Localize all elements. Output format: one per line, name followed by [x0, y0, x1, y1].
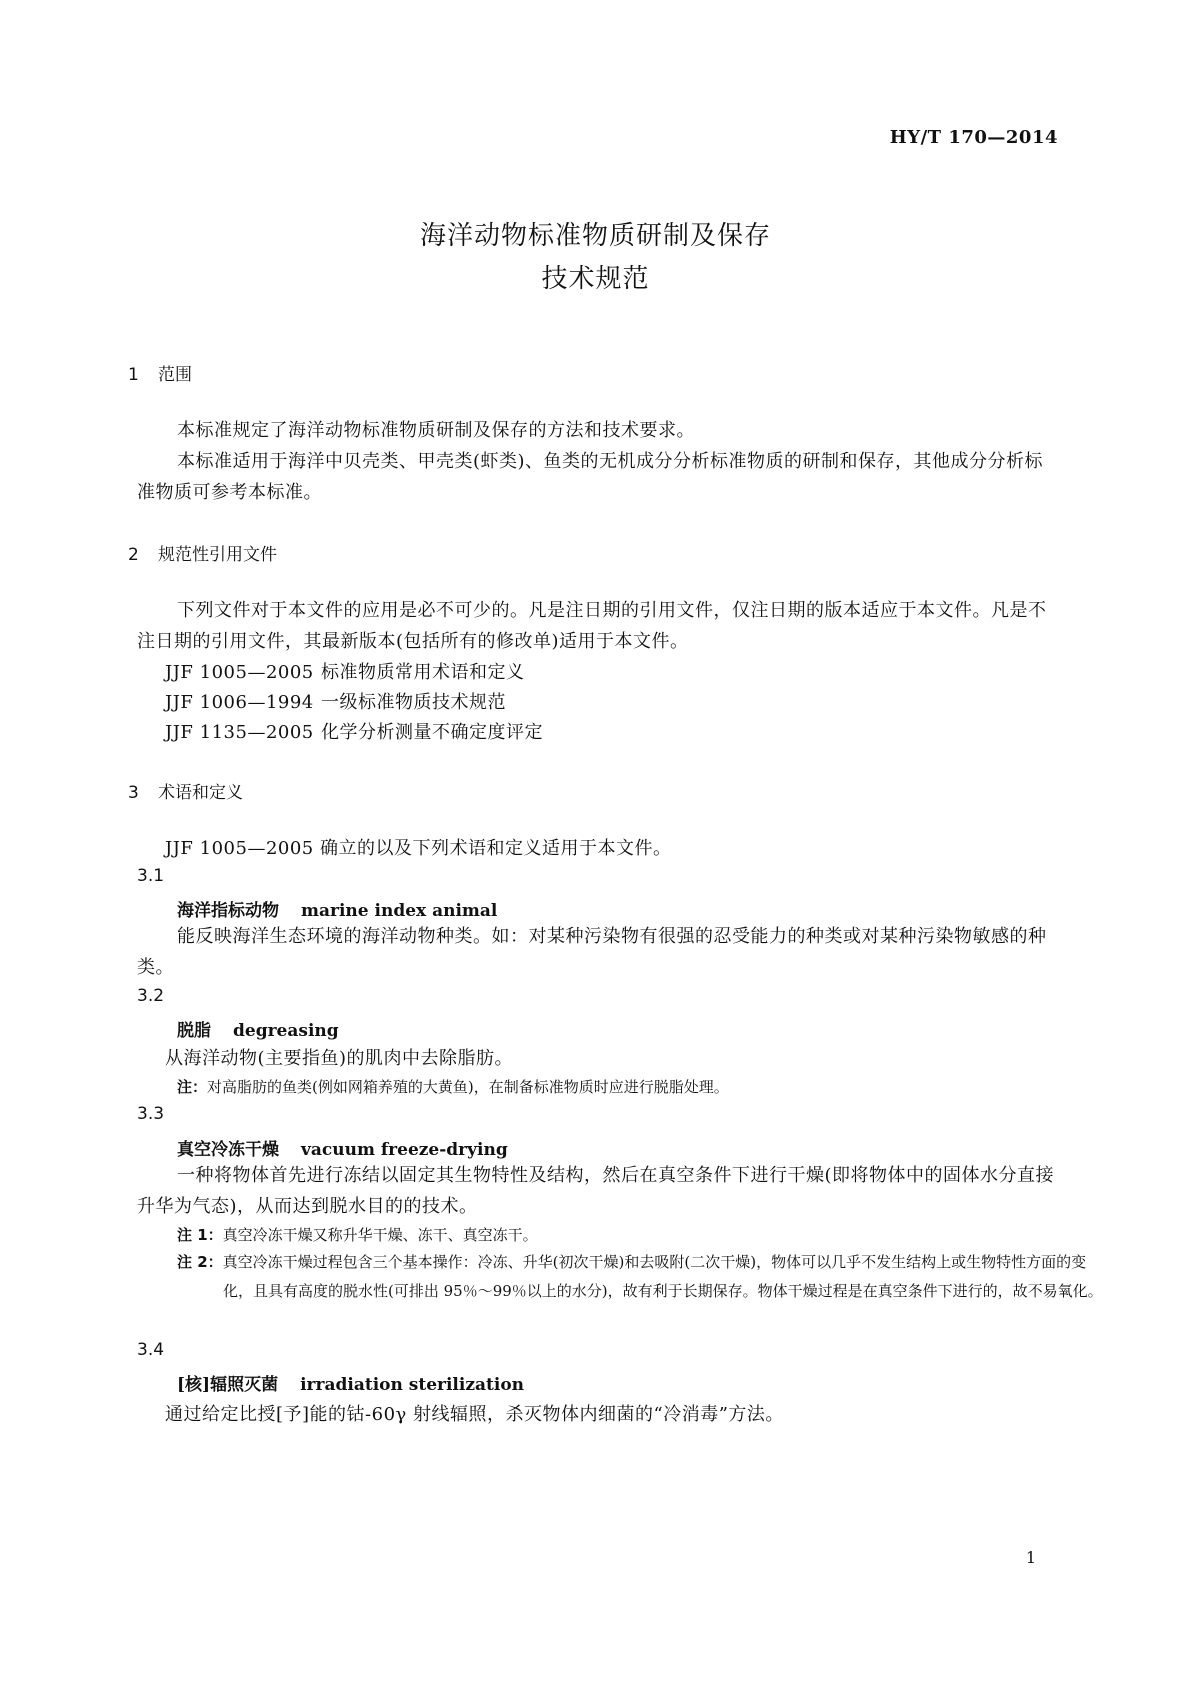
section-3-heading: [128, 778, 243, 803]
reference-code: JJF 1006—1994: [165, 692, 314, 713]
term-en: vacuum freeze-drying: [301, 1140, 508, 1160]
term-definition: 能反映海洋生态环境的海洋动物种类。如：对某种污染物有很强的忍受能力的种类或对某种污染物敏感的种类。: [137, 926, 1047, 978]
section-1-paragraph-2: 本标准适用于海洋中贝壳类、甲壳类(虾类)、鱼类的无机成分分析标准物质的研制和保存，其他成分分析标准物质可参考本标准。: [137, 451, 1044, 503]
term-heading: [177, 896, 497, 921]
term-heading: [177, 1135, 508, 1160]
section-title: 术语和定义: [158, 783, 243, 803]
term-note-1: [177, 1224, 538, 1245]
term-heading: [177, 1016, 339, 1041]
reference-item: [165, 658, 525, 684]
term-heading: [177, 1370, 524, 1395]
reference-code: JJF 1135—2005: [165, 722, 314, 743]
section-number: 1: [128, 365, 139, 385]
reference-title: 化学分析测量不确定度评定: [321, 722, 543, 743]
section-1-paragraph-1: 本标准规定了海洋动物标准物质研制及保存的方法和技术要求。: [177, 420, 695, 441]
section-2-paragraph-1: 下列文件对于本文件的应用是必不可少的。凡是注日期的引用文件，仅注日期的版本适应于本文件。凡是不注日期的引用文件，其最新版本(包括所有的修改单)适用于本文件。: [137, 600, 1047, 652]
term-en: irradiation sterilization: [300, 1375, 525, 1395]
section-1-heading: [128, 360, 192, 385]
note-label: 注 2：: [177, 1253, 223, 1271]
term-zh: 海洋指标动物: [177, 901, 279, 921]
note-text: 真空冷冻干燥过程包含三个基本操作：冷冻、升华(初次干燥)和去吸附(二次干燥)，物体可以几乎不发生结构上或生物特性方面的变化，且具有高度的脱水性(可排出 95％～99％以上的水分)，故有利于长期保存。物体干燥过程是在真空条件下进行的，故不易氧化。: [222, 1253, 1103, 1300]
reference-item: [165, 688, 506, 714]
term-number: 3.4: [137, 1340, 165, 1360]
term-zh: 脱脂: [177, 1021, 211, 1041]
section-title: 规范性引用文件: [158, 545, 277, 565]
reference-item: [165, 718, 543, 744]
section-3-intro: JJF 1005—2005 确立的以及下列术语和定义适用于本文件。: [165, 838, 672, 859]
term-definition: 一种将物体首先进行冻结以固定其生物特性及结构，然后在真空条件下进行干燥(即将物体中的固体水分直接升华为气态)，从而达到脱水目的的技术。: [137, 1165, 1055, 1217]
term-number: 3.3: [137, 1104, 165, 1124]
reference-title: 一级标准物质技术规范: [321, 692, 506, 713]
section-title: 范围: [158, 365, 192, 385]
note-label: 注 1：: [177, 1226, 223, 1244]
section-number: 2: [128, 545, 139, 565]
term-definition: 从海洋动物(主要指鱼)的肌肉中去除脂肪。: [165, 1048, 514, 1069]
document-title-line1: 海洋动物标准物质研制及保存: [419, 221, 771, 251]
note-text: 真空冷冻干燥又称升华干燥、冻干、真空冻干。: [222, 1226, 538, 1244]
term-note: [177, 1076, 729, 1097]
term-en: marine index animal: [301, 901, 498, 921]
document-title-line2: 技术规范: [541, 264, 650, 294]
standard-code: HY/T 170—2014: [889, 127, 1058, 148]
term-zh: [核]辐照灭菌: [177, 1375, 279, 1395]
page-number: 1: [1025, 1548, 1036, 1567]
term-definition: 通过给定比授[予]能的钴-60γ 射线辐照，杀灭物体内细菌的“冷消毒”方法。: [165, 1404, 784, 1425]
term-number: 3.1: [137, 866, 165, 886]
reference-code: JJF 1005—2005: [165, 662, 314, 683]
section-2-heading: [128, 540, 277, 565]
term-en: degreasing: [233, 1021, 339, 1041]
term-note-2: [177, 1248, 1103, 1306]
section-number: 3: [128, 783, 139, 803]
term-zh: 真空冷冻干燥: [177, 1140, 279, 1160]
note-text: 对高脂肪的鱼类(例如网箱养殖的大黄鱼)，在制备标准物质时应进行脱脂处理。: [207, 1078, 729, 1096]
term-number: 3.2: [137, 986, 165, 1006]
reference-title: 标准物质常用术语和定义: [321, 662, 525, 683]
note-label: 注：: [177, 1078, 208, 1096]
